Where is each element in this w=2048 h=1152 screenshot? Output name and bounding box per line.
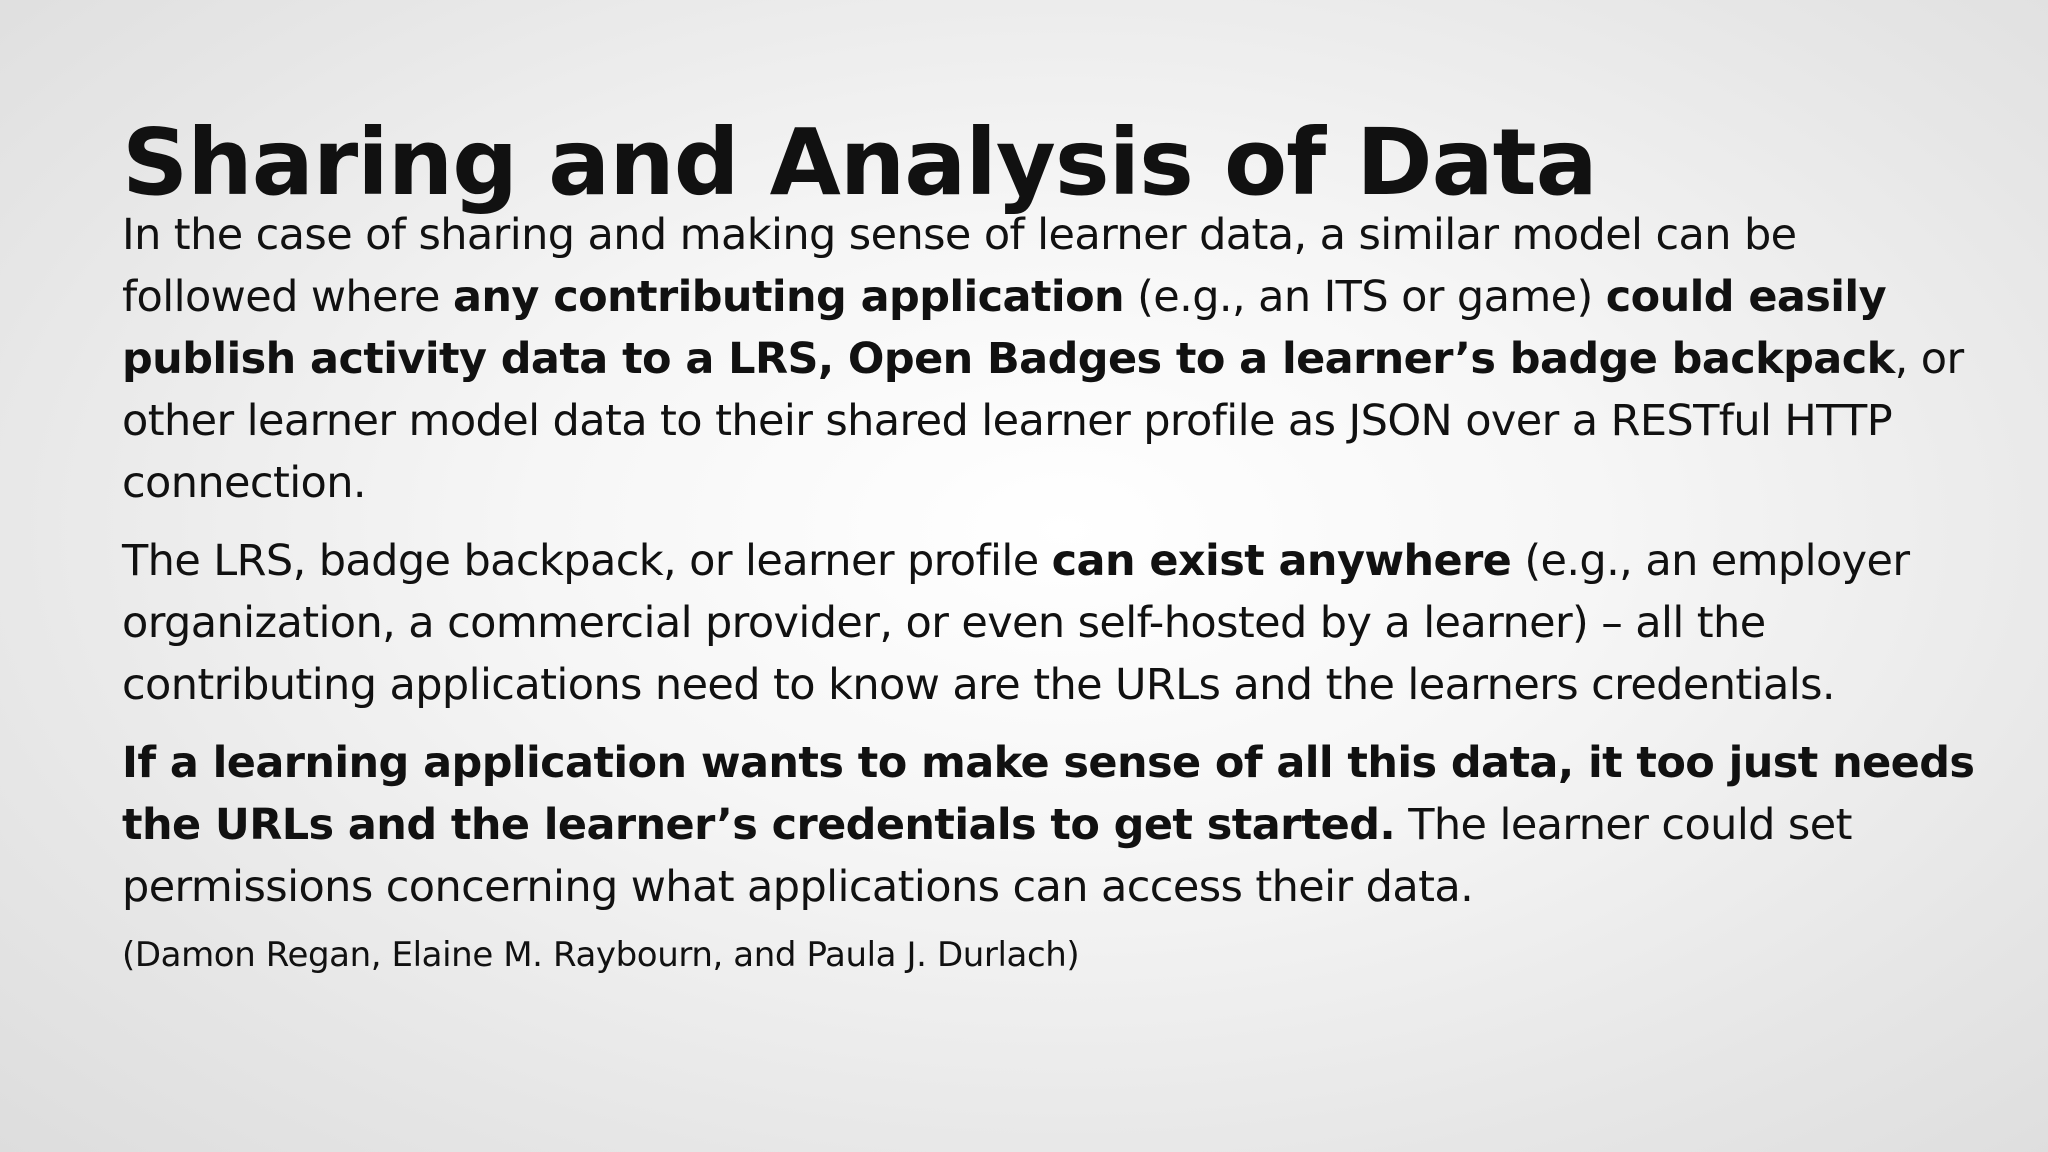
paragraph-1 [122,204,1982,514]
paragraph-2-segment-2: can exist anywhere [1051,536,1512,586]
paragraph-3-segment-1: If a learning application wants to make sense of all this data, it too just needs the URLs and the learner’s credentials to get started. [122,738,1975,850]
paragraph-3-segment-2: The learner could set permissions concerning what applications can access their data. [122,800,1852,912]
paragraph-2-segment-1: The LRS, badge backpack, or learner profile [122,536,1052,586]
paragraph-1-segment-1: In the case of sharing and making sense of learner data, a similar model can be followed where [122,210,1797,322]
paragraph-1-segment-2: any contributing application [452,272,1125,322]
paragraph-1-segment-5: , or other learner model data to their shared learner profile as JSON over a RESTful HTTP connection. [122,334,1964,508]
paragraph-2-segment-3: (e.g., an employer organization, a commercial provider, or even self-hosted by a learner) – all the contributing applications need to know are the URLs and the learners credentials. [122,536,1910,710]
slide-title: Sharing and Analysis of Data [122,109,1597,216]
paragraph-2 [122,530,1982,716]
paragraph-3 [122,732,1982,918]
slide-body [122,204,1982,980]
paragraph-1-segment-3: (e.g., an ITS or game) [1124,272,1606,322]
paragraph-1-segment-4: could easily publish activity data to a LRS, Open Badges to a learner’s badge backpack [122,272,1895,384]
citation: (Damon Regan, Elaine M. Raybourn, and Paula J. Durlach) [122,935,1080,975]
